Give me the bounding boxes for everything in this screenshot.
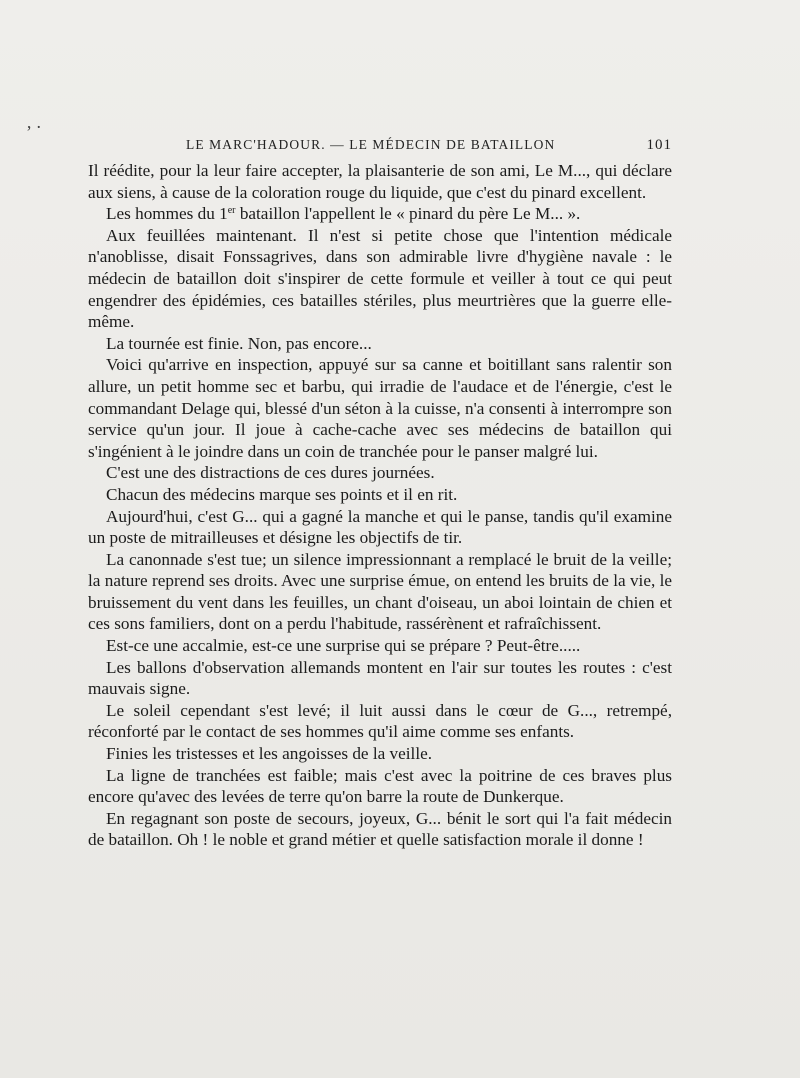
paragraph: C'est une des distractions de ces dures journées. — [106, 463, 435, 483]
page-number: 101 — [646, 137, 672, 153]
ordinal-number: 1 — [219, 204, 228, 224]
paragraph: Le soleil cependant s'est levé; il luit aussi dans le cœur de G..., retrempé, réconforté par le contact de ses hommes qu'il aime comme ses enfants. — [88, 700, 672, 742]
paragraph-text: Les hommes du — [106, 204, 220, 224]
margin-mark: ‚ . — [26, 112, 41, 132]
paragraph: La canonnade s'est tue; un silence impressionnant a remplacé le bruit de la veille; la nature reprend ses droits. Avec une surprise émue, on entend les bruits de la vie, le bruissement du vent dans les feuilles, un chant d'oiseau, un aboi lointain de chien et ces sons familiers, dont on a perdu l'habitude, rassérènent et rafraîchissent. — [88, 549, 672, 634]
paragraph-text: bataillon l'appellent le « pinard du père Le M... ». — [235, 204, 581, 224]
body-text — [88, 160, 672, 851]
paragraph: Est-ce une accalmie, est-ce une surprise qui se prépare ? Peut-être..... — [106, 636, 581, 656]
paragraph: Il réédite, pour la leur faire accepter, la plaisanterie de son ami, Le M..., qui déclare aux siens, à cause de la coloration rouge du liquide, que c'est du pinard excellent. — [88, 161, 672, 202]
paragraph: Finies les tristesses et les angoisses de la veille. — [106, 744, 433, 764]
paragraph: Voici qu'arrive en inspection, appuyé sur sa canne et boitillant sans ralentir son allure, un petit homme sec et barbu, qui irradie de l'audace et de l'énergie, c'est le commandant Delage qui, blessé d'un séton à la cuisse, n'a consenti à interrompre son service qu'un jour. Il joue à cache-cache avec ses médecins de bataillon qui s'ingénient à le joindre dans un coin de tranchée pour le panser malgré lui. — [88, 355, 672, 461]
paragraph: La tournée est finie. Non, pas encore... — [106, 333, 372, 353]
paragraph: La ligne de tranchées est faible; mais c'est avec la poitrine de ces braves plus encore qu'avec des levées de terre qu'on barre la route de Dunkerque. — [88, 765, 672, 807]
ordinal-superscript: er — [227, 205, 236, 217]
paragraph: En regagnant son poste de secours, joyeux, G... bénit le sort qui l'a fait médecin de bataillon. Oh ! le noble et grand métier et quelle satisfaction morale il donne ! — [88, 808, 672, 850]
paragraph: Aujourd'hui, c'est G... qui a gagné la manche et qui le panse, tandis qu'il examine un poste de mitrailleuses et désigne les objectifs de tir. — [88, 506, 672, 548]
running-head — [88, 137, 672, 154]
paragraph: Chacun des médecins marque ses points et il en rit. — [106, 484, 458, 504]
paragraph: Les ballons d'observation allemands montent en l'air sur toutes les routes : c'est mauvais signe. — [88, 657, 672, 699]
paragraph — [88, 203, 672, 225]
paragraph: Aux feuillées maintenant. Il n'est si petite chose que l'intention médicale n'anoblisse, disait Fonssagrives, dans son admirable livre d'hygiène navale : le médecin de bataillon doit s'inspirer de cette formule et veiller à tout ce qui peut engendrer des épidémies, ces batailles stériles, plus meurtrières que la guerre elle-même. — [88, 225, 672, 332]
running-title: LE MARC'HADOUR. — LE MÉDECIN DE BATAILLON — [186, 137, 556, 152]
